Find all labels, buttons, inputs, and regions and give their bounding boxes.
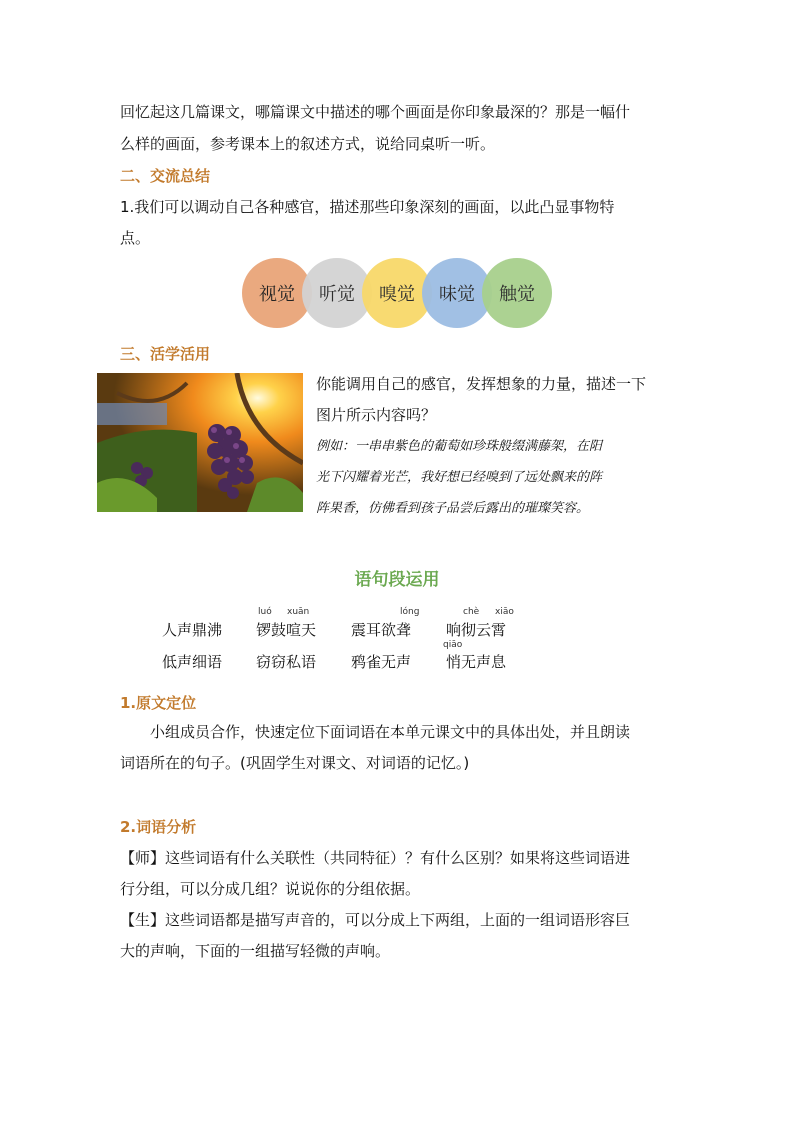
practice-question-1: 你能调用自己的感官，发挥想象的力量，描述一下: [316, 375, 647, 393]
grapes-image: [97, 373, 303, 512]
example-line-1: 例如：一串串紫色的葡萄如珍珠般缀满藤架，在阳: [316, 439, 603, 454]
word-row1-2: 锣鼓喧天: [256, 621, 317, 639]
summary-line-1: 1.我们可以调动自己各种感官，描述那些印象深刻的画面，以此凸显事物特: [120, 198, 615, 216]
sense-label: 触觉: [499, 284, 535, 305]
student-line-2: 大的声响，下面的一组描写轻微的声响。: [120, 942, 391, 960]
word-row1-1: 人声鼎沸: [162, 621, 223, 639]
word-row2-3: 鸦雀无声: [351, 653, 412, 671]
word-row2-4: 悄无声息: [446, 653, 507, 671]
sense-circle-touch: [482, 258, 552, 328]
sense-label: 嗅觉: [379, 284, 415, 305]
part1-line-1: 小组成员合作，快速定位下面词语在本单元课文中的具体出处，并且朗读: [150, 723, 631, 741]
example-line-2: 光下闪耀着光芒，我好想已经嗅到了远处飘来的阵: [316, 470, 603, 485]
summary-line-2: 点。: [120, 229, 151, 247]
usage-title: 语句段运用: [354, 570, 440, 590]
pinyin-xiao: xiāo: [495, 607, 514, 617]
word-row2-2: 窃窃私语: [256, 653, 317, 671]
word-row2-1: 低声细语: [162, 653, 223, 671]
section-heading-summary: 二、交流总结: [120, 167, 211, 185]
teacher-line-1: 【师】这些词语有什么关联性（共同特征）？有什么区别？如果将这些词语进: [120, 849, 631, 867]
example-line-3: 阵果香，仿佛看到孩子品尝后露出的璀璨笑容。: [316, 501, 590, 516]
section-heading-practice: 三、活学活用: [120, 345, 211, 363]
intro-line-1: 回忆起这几篇课文，哪篇课文中描述的哪个画面是你印象最深的？那是一幅什: [120, 103, 631, 121]
pinyin-xuan: xuān: [287, 607, 310, 617]
part1-line-2: 词语所在的句子。(巩固学生对课文、对词语的记忆。): [120, 754, 470, 772]
pinyin-che: chè: [463, 607, 480, 617]
pinyin-luo: luó: [258, 607, 272, 617]
word-row1-4: 响彻云霄: [446, 621, 507, 639]
sense-label: 听觉: [319, 284, 355, 305]
teacher-line-2: 行分组，可以分成几组？说说你的分组依据。: [120, 880, 421, 898]
part2-heading: 2.词语分析: [120, 818, 197, 836]
sense-label: 视觉: [259, 284, 295, 305]
sense-label: 味觉: [439, 284, 475, 305]
pinyin-long: lóng: [400, 607, 420, 617]
pinyin-qiao: qiāo: [443, 640, 463, 650]
word-row1-3: 震耳欲聋: [351, 621, 412, 639]
part1-heading: 1.原文定位: [120, 694, 197, 712]
intro-line-2: 么样的画面，参考课本上的叙述方式，说给同桌听一听。: [120, 135, 496, 153]
student-line-1: 【生】这些词语都是描写声音的，可以分成上下两组，上面的一组词语形容巨: [120, 911, 631, 929]
practice-question-2: 图片所示内容吗？: [316, 406, 437, 424]
